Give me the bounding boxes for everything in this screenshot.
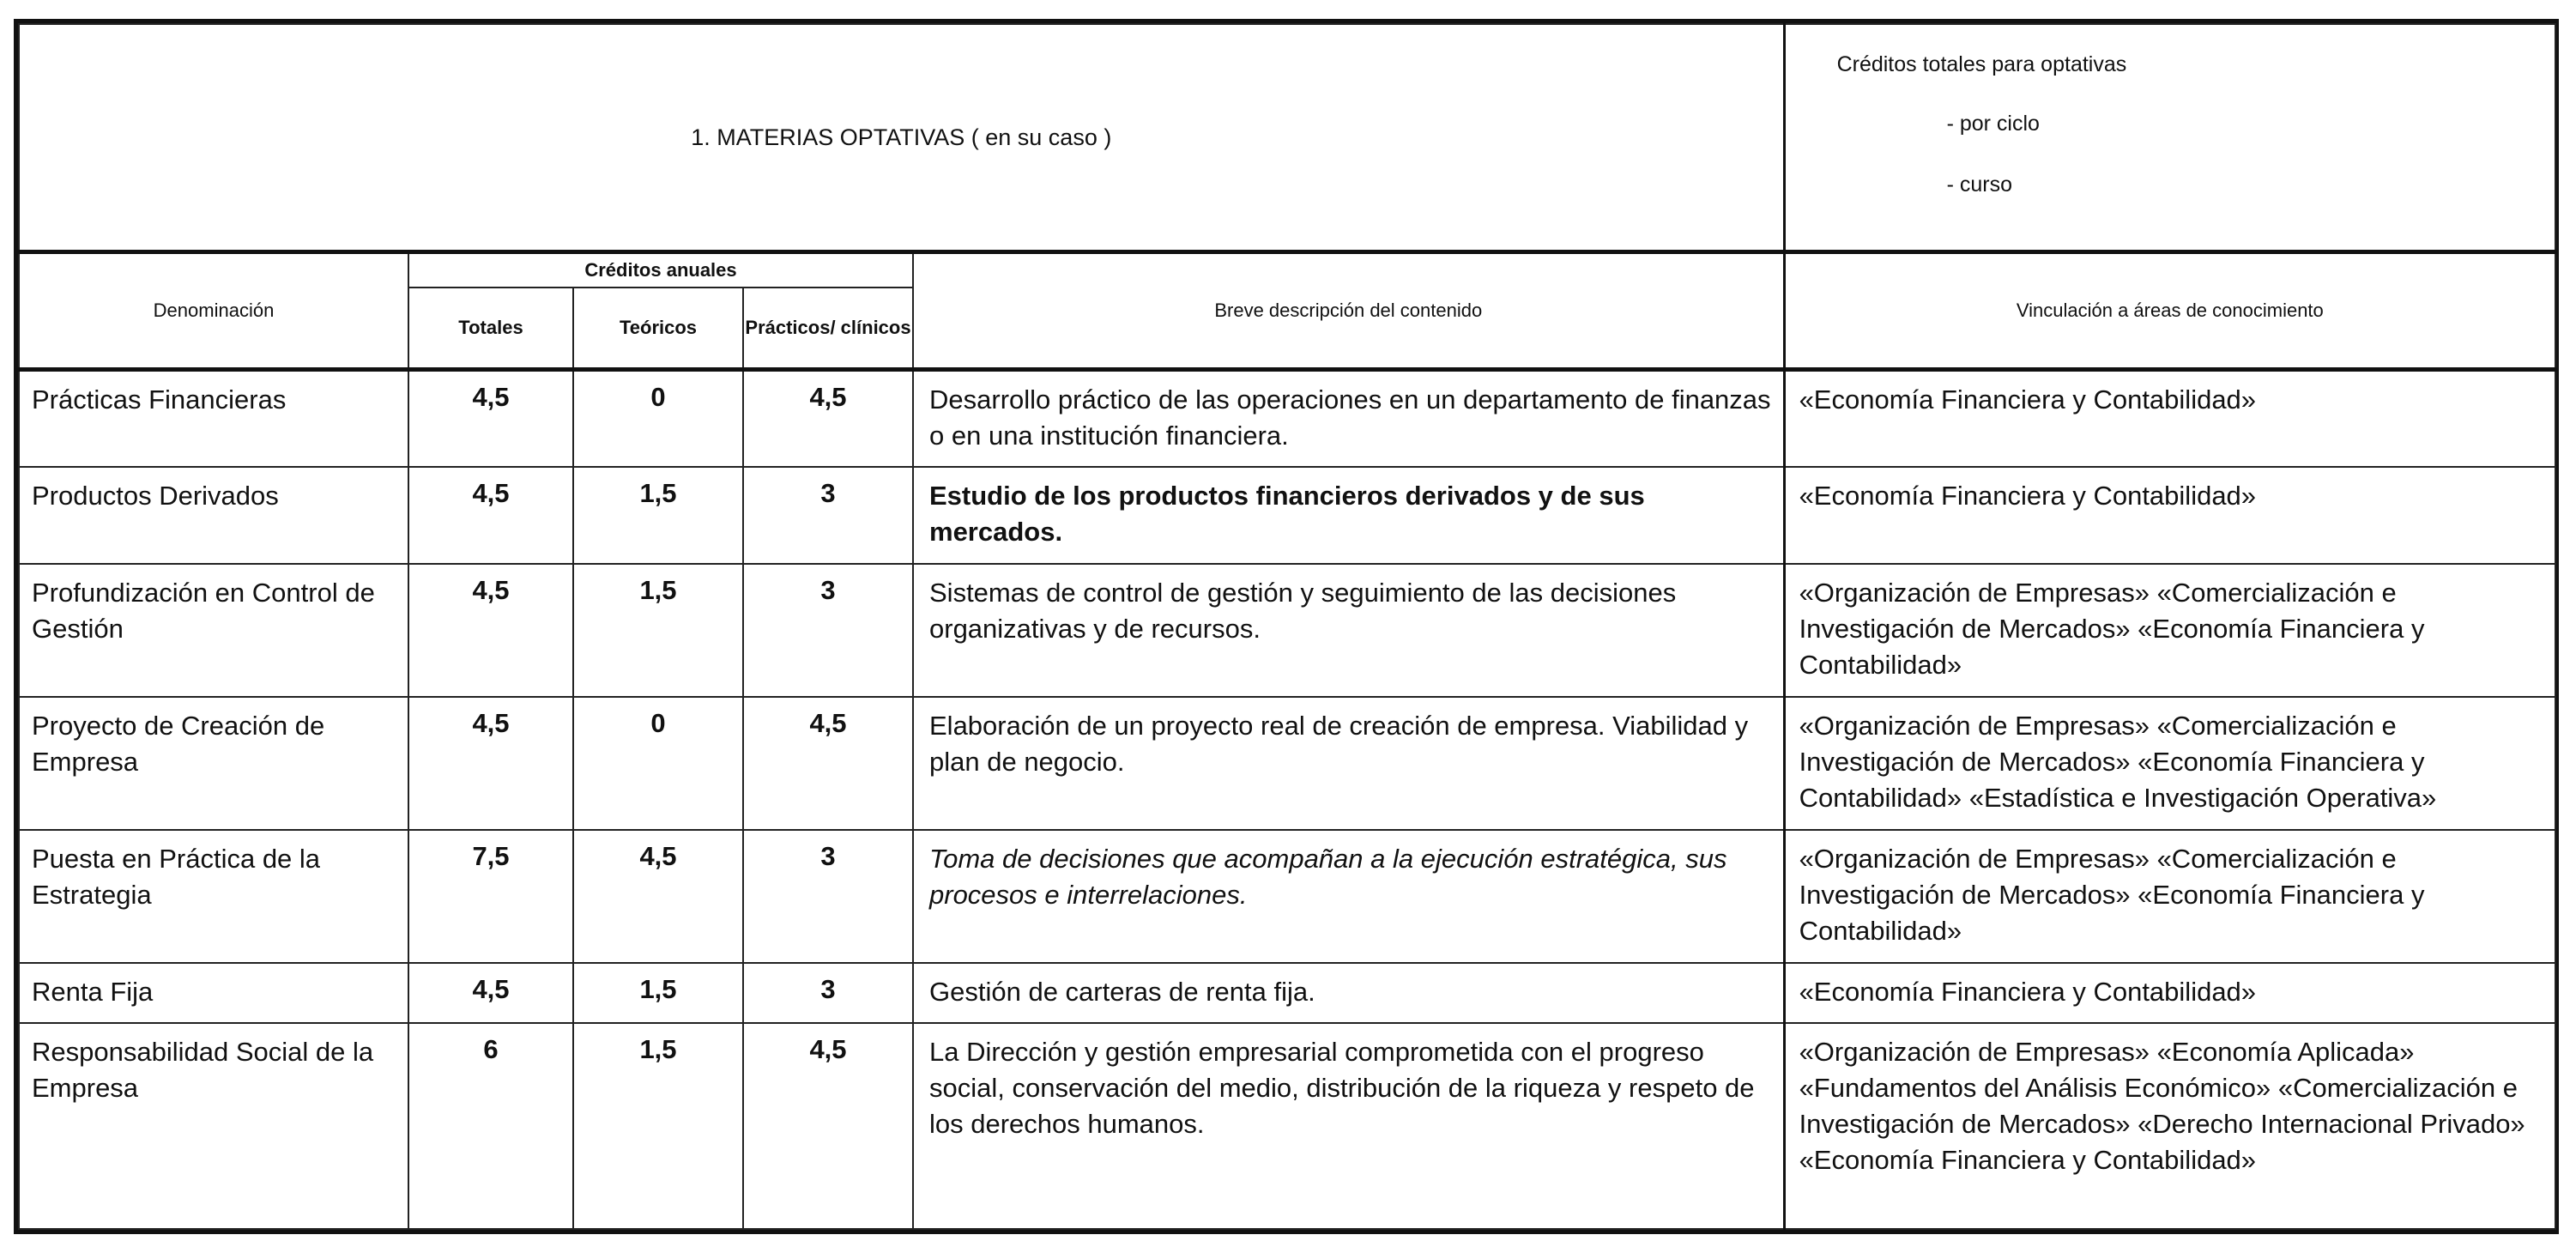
row-totales: 4,5 [408,963,573,1023]
col-header-totales: Totales [408,288,573,370]
row-description: La Dirección y gestión empresarial comprometida con el progreso social, conservación del medio, distribución de la riqueza y respeto de los derechos humanos. [913,1023,1784,1230]
credits-title: Créditos totales para optativas [1836,52,2127,76]
section-title: 1. MATERIAS OPTATIVAS ( en su caso ) [19,24,1784,252]
row-name: Proyecto de Creación de Empresa [19,697,408,830]
row-teoricos: 1,5 [573,564,743,697]
row-name: Renta Fija [19,963,408,1023]
row-teoricos: 1,5 [573,963,743,1023]
row-totales: 6 [408,1023,573,1230]
row-totales: 4,5 [408,564,573,697]
row-practicos: 3 [743,467,913,564]
row-areas: «Organización de Empresas» «Comercialización e Investigación de Mercados» «Economía Financiera y Contabilidad» [1784,564,2555,697]
col-header-descripcion: Breve descripción del contenido [913,252,1784,370]
credits-box [1784,24,2555,252]
row-description: Sistemas de control de gestión y seguimiento de las decisiones organizativas y de recursos. [913,564,1784,697]
row-areas: «Organización de Empresas» «Economía Aplicada» «Fundamentos del Análisis Económico» «Comercialización e Investigación de Mercados» «Derecho Internacional Privado» «Economía Financiera y Contabilidad» [1784,1023,2555,1230]
row-teoricos: 0 [573,370,743,467]
row-totales: 4,5 [408,370,573,467]
row-name: Responsabilidad Social de la Empresa [19,1023,408,1230]
row-practicos: 4,5 [743,697,913,830]
row-description: Toma de decisiones que acompañan a la ejecución estratégica, sus procesos e interrelaciones. [913,830,1784,963]
row-teoricos: 1,5 [573,467,743,564]
col-header-teoricos: Teóricos [573,288,743,370]
row-teoricos: 0 [573,697,743,830]
row-teoricos: 1,5 [573,1023,743,1230]
row-areas: «Economía Financiera y Contabilidad» [1784,963,2555,1023]
row-areas: «Economía Financiera y Contabilidad» [1784,467,2555,564]
row-totales: 7,5 [408,830,573,963]
optativas-document [14,19,2559,1234]
row-practicos: 3 [743,830,913,963]
row-name: Puesta en Práctica de la Estrategia [19,830,408,963]
row-practicos: 3 [743,963,913,1023]
row-totales: 4,5 [408,697,573,830]
col-header-creditos-anuales: Créditos anuales [408,252,913,288]
col-header-vinculacion: Vinculación a áreas de conocimiento [1784,252,2555,370]
row-areas: «Organización de Empresas» «Comercialización e Investigación de Mercados» «Economía Financiera y Contabilidad» «Estadística e Investigación Operativa» [1784,697,2555,830]
col-header-practicos: Prácticos/ clínicos [743,288,913,370]
table-row [19,1023,2555,1230]
row-totales: 4,5 [408,467,573,564]
table-row [19,830,2555,963]
row-name: Prácticas Financieras [19,370,408,467]
row-practicos: 4,5 [743,370,913,467]
table-row [19,963,2555,1023]
table-row [19,697,2555,830]
row-description: Elaboración de un proyecto real de creación de empresa. Viabilidad y plan de negocio. [913,697,1784,830]
table-row [19,467,2555,564]
credits-curso: - curso [1946,173,2012,197]
row-description: Estudio de los productos financieros derivados y de sus mercados. [913,467,1784,564]
table-row [19,370,2555,467]
row-areas: «Economía Financiera y Contabilidad» [1784,370,2555,467]
col-header-denominacion: Denominación [19,252,408,370]
row-description: Gestión de carteras de renta fija. [913,963,1784,1023]
row-teoricos: 4,5 [573,830,743,963]
optativas-table [18,23,2556,1230]
row-practicos: 4,5 [743,1023,913,1230]
row-name: Profundización en Control de Gestión [19,564,408,697]
table-row [19,564,2555,697]
row-areas: «Organización de Empresas» «Comercialización e Investigación de Mercados» «Economía Financiera y Contabilidad» [1784,830,2555,963]
credits-ciclo: - por ciclo [1946,112,2040,136]
row-name: Productos Derivados [19,467,408,564]
row-description: Desarrollo práctico de las operaciones en un departamento de finanzas o en una institución financiera. [913,370,1784,467]
row-practicos: 3 [743,564,913,697]
